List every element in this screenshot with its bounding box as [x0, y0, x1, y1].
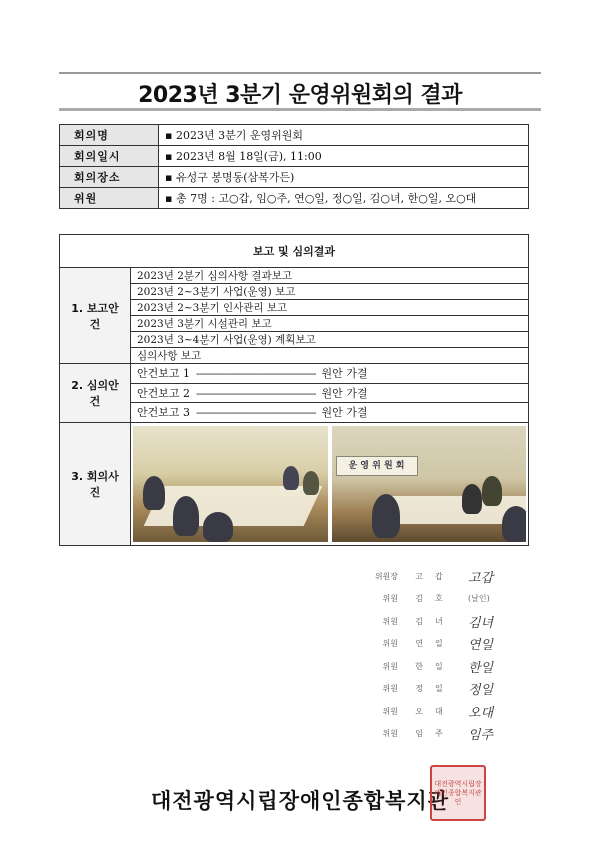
signer-name: 정일	[415, 684, 455, 694]
agenda-leader: --------------------------------------------	[196, 367, 316, 381]
signer-role: 위원	[382, 729, 398, 739]
signer-name: 임주	[415, 729, 455, 739]
agenda-row	[131, 364, 529, 384]
meeting-photo-1	[133, 426, 328, 542]
signer-role: 위원	[382, 661, 398, 671]
meeting-info-table	[59, 124, 529, 209]
signer-role: 위원	[382, 616, 398, 626]
signature-mark: 임주	[468, 728, 494, 744]
info-key: 위원	[60, 188, 159, 209]
agenda-result: 원안 가결	[321, 367, 368, 381]
info-value: ▪ 2023년 8월 18일(금), 11:00	[159, 146, 529, 167]
signer-role: 위원	[382, 706, 398, 716]
report-item: 2023년 3~4분기 사업(운영) 계획보고	[131, 332, 529, 348]
photo-banner: 운 영 위 원 회	[336, 456, 418, 476]
signature-mark: 김녀	[468, 615, 494, 631]
report-header: 보고 및 심의결과	[60, 235, 529, 268]
agenda-name: 안건보고 1	[137, 367, 190, 381]
signer-role: 위원장	[374, 571, 398, 581]
title-bottom-rule	[59, 108, 541, 111]
info-row-location	[60, 167, 529, 188]
signature-row	[352, 588, 532, 611]
info-row-datetime	[60, 146, 529, 167]
signature-mark: 고갑	[468, 570, 494, 586]
agenda-leader: --------------------------------------------	[196, 406, 316, 420]
signature-row	[352, 610, 532, 633]
signer-role: 위원	[382, 684, 398, 694]
signature-row	[352, 700, 532, 723]
title-top-rule	[59, 72, 541, 74]
agenda-row	[131, 403, 529, 423]
signature-mark: (날인)	[468, 594, 490, 604]
signature-row	[352, 678, 532, 701]
report-item: 2023년 2분기 심의사항 결과보고	[131, 268, 529, 284]
signer-role: 위원	[382, 594, 398, 604]
info-value: ▪ 유성구 봉명동(삼복가든)	[159, 167, 529, 188]
signature-row	[352, 655, 532, 678]
signature-row	[352, 723, 532, 746]
signer-name: 김호	[415, 594, 455, 604]
photo-cell	[131, 422, 529, 545]
signature-row	[352, 633, 532, 656]
official-seal-icon: 대전광역시립장애인종합복지관인	[430, 765, 486, 821]
info-row-members	[60, 188, 529, 209]
signature-mark: 오대	[468, 705, 494, 721]
report-item: 2023년 2~3분기 사업(운영) 보고	[131, 284, 529, 300]
meeting-photo-2	[332, 426, 527, 542]
signature-row	[352, 565, 532, 588]
agenda-name: 안건보고 3	[137, 406, 190, 420]
signature-mark: 한일	[468, 660, 494, 676]
info-key: 회의장소	[60, 167, 159, 188]
report-item: 심의사항 보고	[131, 348, 529, 364]
report-table	[59, 234, 529, 546]
signer-name: 연일	[415, 639, 455, 649]
signer-name: 김녀	[415, 616, 455, 626]
signature-mark: 연일	[468, 638, 494, 654]
agenda-result: 원안 가결	[321, 406, 368, 420]
info-row-meeting-name	[60, 125, 529, 146]
report-item: 2023년 3분기 시설관리 보고	[131, 316, 529, 332]
signer-name: 오대	[415, 706, 455, 716]
document-title: 2023년 3분기 운영위원회의 결과	[138, 83, 462, 108]
signature-list	[352, 565, 532, 745]
info-value: ▪ 총 7명 : 고○갑, 임○주, 연○일, 정○일, 김○녀, 한○일, 오○대	[159, 188, 529, 209]
agenda-leader: --------------------------------------------	[196, 386, 316, 400]
signature-mark: 정일	[468, 683, 494, 699]
section-label-report: 1. 보고안건	[60, 268, 131, 364]
info-key: 회의명	[60, 125, 159, 146]
agenda-result: 원안 가결	[321, 386, 368, 400]
signer-name: 한일	[415, 661, 455, 671]
section-label-deliberation: 2. 심의안건	[60, 364, 131, 423]
signer-name: 고갑	[415, 571, 455, 581]
agenda-row	[131, 383, 529, 403]
organization-name: 대전광역시립장애인종합복지관	[150, 789, 449, 813]
signer-role: 위원	[382, 639, 398, 649]
info-key: 회의일시	[60, 146, 159, 167]
info-value: ▪ 2023년 3분기 운영위원회	[159, 125, 529, 146]
report-item: 2023년 2~3분기 인사관리 보고	[131, 300, 529, 316]
section-label-photos: 3. 회의사진	[60, 422, 131, 545]
agenda-name: 안건보고 2	[137, 386, 190, 400]
